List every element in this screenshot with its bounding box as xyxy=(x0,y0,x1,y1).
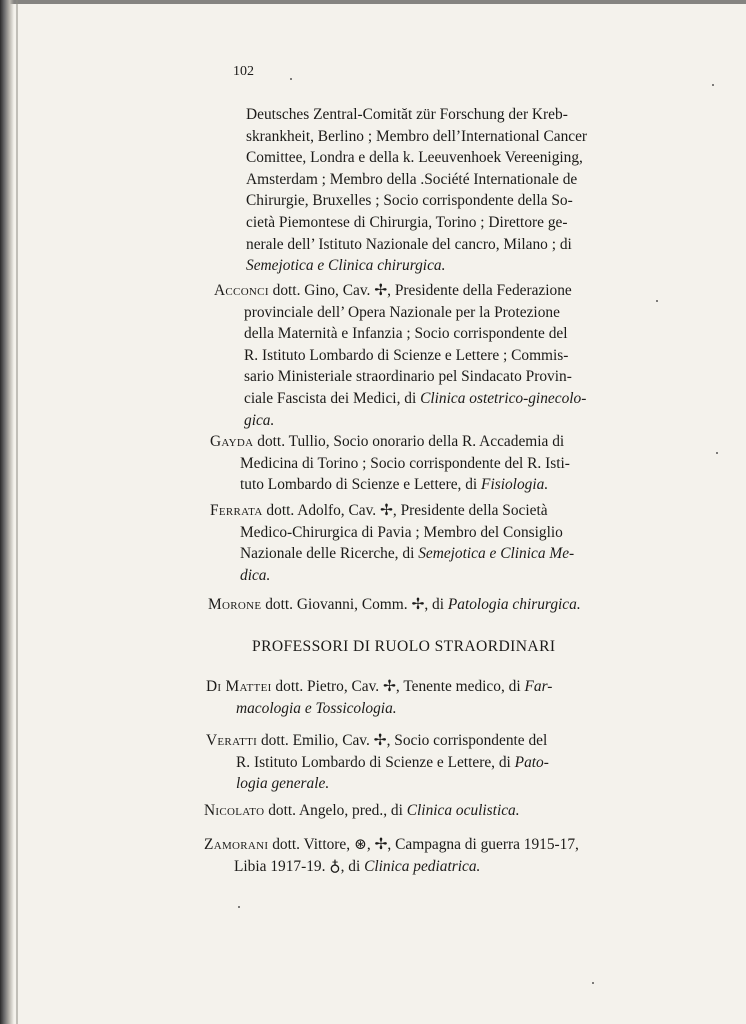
subject: Semejotica e Clinica Me- xyxy=(418,545,575,563)
entry-continuation xyxy=(246,104,656,277)
entry-line-italic: Semejotica e Clinica chirurgica. xyxy=(246,257,446,275)
entry-text: dott. Tullio, Socio onorario della R. Accademia di xyxy=(257,433,565,450)
scan-speck xyxy=(656,300,658,302)
entry-text: dott. Angelo, pred., di xyxy=(268,802,407,819)
subject: Clinica oculistica. xyxy=(406,802,520,819)
entry-text: tuto Lombardo di Scienze e Lettere, di xyxy=(240,476,482,494)
entry-ferrata xyxy=(210,500,620,586)
book-spine-shadow xyxy=(0,0,14,1024)
entry-line: Medicina di Torino ; Socio corrispondente del R. Isti- xyxy=(240,454,570,472)
subject: Clinica ostetrico-ginecolo- xyxy=(420,389,587,407)
scan-speck xyxy=(712,84,714,86)
subject-continuation: gica. xyxy=(244,411,275,429)
entry-line: R. Istituto Lombardo di Scienze e Lettere ; Commis- xyxy=(244,346,569,364)
entry-text: dott. Adolfo, Cav. ✢, Presidente della Società xyxy=(266,502,548,519)
professor-name: Ferrata xyxy=(210,502,263,519)
entry-line: Comittee, Londra e della k. Leeuvenhoek Vereeniging, xyxy=(246,149,583,167)
entry-text: dott. Giovanni, Comm. ✢, di xyxy=(265,596,448,613)
entry-line: della Maternità e Infanzia ; Socio corrispondente del xyxy=(244,325,568,343)
scan-speck xyxy=(238,906,240,908)
professor-name: Di Mattei xyxy=(206,678,272,695)
subject: Far- xyxy=(524,678,553,695)
entry-veratti xyxy=(206,730,616,795)
professor-name: Nicolato xyxy=(204,802,265,819)
professor-name: Veratti xyxy=(206,732,258,749)
scan-top-edge xyxy=(0,0,746,4)
page-number: 102 xyxy=(233,64,254,79)
entry-line: Deutsches Zentral-Comităt zür Forschung der Kreb- xyxy=(246,106,568,123)
subject-continuation: dica. xyxy=(240,566,271,584)
entry-line: nerale dell’ Istituto Nazionale del cancro, Milano ; di xyxy=(246,235,572,253)
entry-text: dott. Pietro, Cav. ✢, Tenente medico, di xyxy=(275,678,525,695)
section-heading: PROFESSORI DI RUOLO STRAORDINARI xyxy=(252,638,556,655)
entry-zamorani xyxy=(204,834,614,877)
entry-acconci xyxy=(214,280,624,431)
entry-line: cietà Piemontese di Chirurgia, Torino ; Direttore ge- xyxy=(246,213,568,231)
subject: Pato- xyxy=(514,753,549,771)
entry-line: provinciale dell’ Opera Nazionale per la Protezione xyxy=(244,303,560,321)
professor-name: Gayda xyxy=(210,433,254,450)
binding-line xyxy=(16,0,18,1024)
entry-line: Medico-Chirurgica di Pavia ; Membro del Consiglio xyxy=(240,523,563,541)
entry-nicolato xyxy=(204,800,614,822)
subject: Patologia chirurgica. xyxy=(447,596,581,613)
professor-name: Zamorani xyxy=(204,836,269,853)
subject-continuation: logia generale. xyxy=(236,775,330,793)
subject: Clinica pediatrica. xyxy=(364,857,481,875)
entry-di-mattei xyxy=(206,676,616,719)
entry-text: R. Istituto Lombardo di Scienze e Lettere, di xyxy=(236,753,515,771)
entry-text: dott. Gino, Cav. ✢, Presidente della Federazione xyxy=(272,282,572,299)
entry-line: skrankheit, Berlino ; Membro dell’International Cancer xyxy=(246,127,588,145)
entry-morone xyxy=(208,594,618,616)
scan-speck xyxy=(716,452,718,454)
entry-text: ciale Fascista dei Medici, di xyxy=(244,389,421,407)
professor-name: Acconci xyxy=(214,282,269,299)
entry-text: dott. Emilio, Cav. ✢, Socio corrispondente del xyxy=(260,732,548,749)
subject-continuation: macologia e Tossicologia. xyxy=(236,699,397,717)
scan-speck xyxy=(290,78,292,80)
entry-text: dott. Vittore, ⊛, ✢, Campagna di guerra 1915-17, xyxy=(272,836,579,853)
entry-line: Amsterdam ; Membro della .Société Internationale de xyxy=(246,170,578,188)
scan-speck xyxy=(592,982,594,984)
entry-text: Nazionale delle Ricerche, di xyxy=(240,545,419,563)
entry-text: Libia 1917-19. ♁, di xyxy=(234,857,365,875)
subject: Fisiologia. xyxy=(481,476,549,494)
entry-gayda xyxy=(210,431,620,496)
entry-line: Chirurgie, Bruxelles ; Socio corrispondente della So- xyxy=(246,192,573,210)
professor-name: Morone xyxy=(208,596,262,613)
entry-line: sario Ministeriale straordinario pel Sindacato Provin- xyxy=(244,368,572,386)
